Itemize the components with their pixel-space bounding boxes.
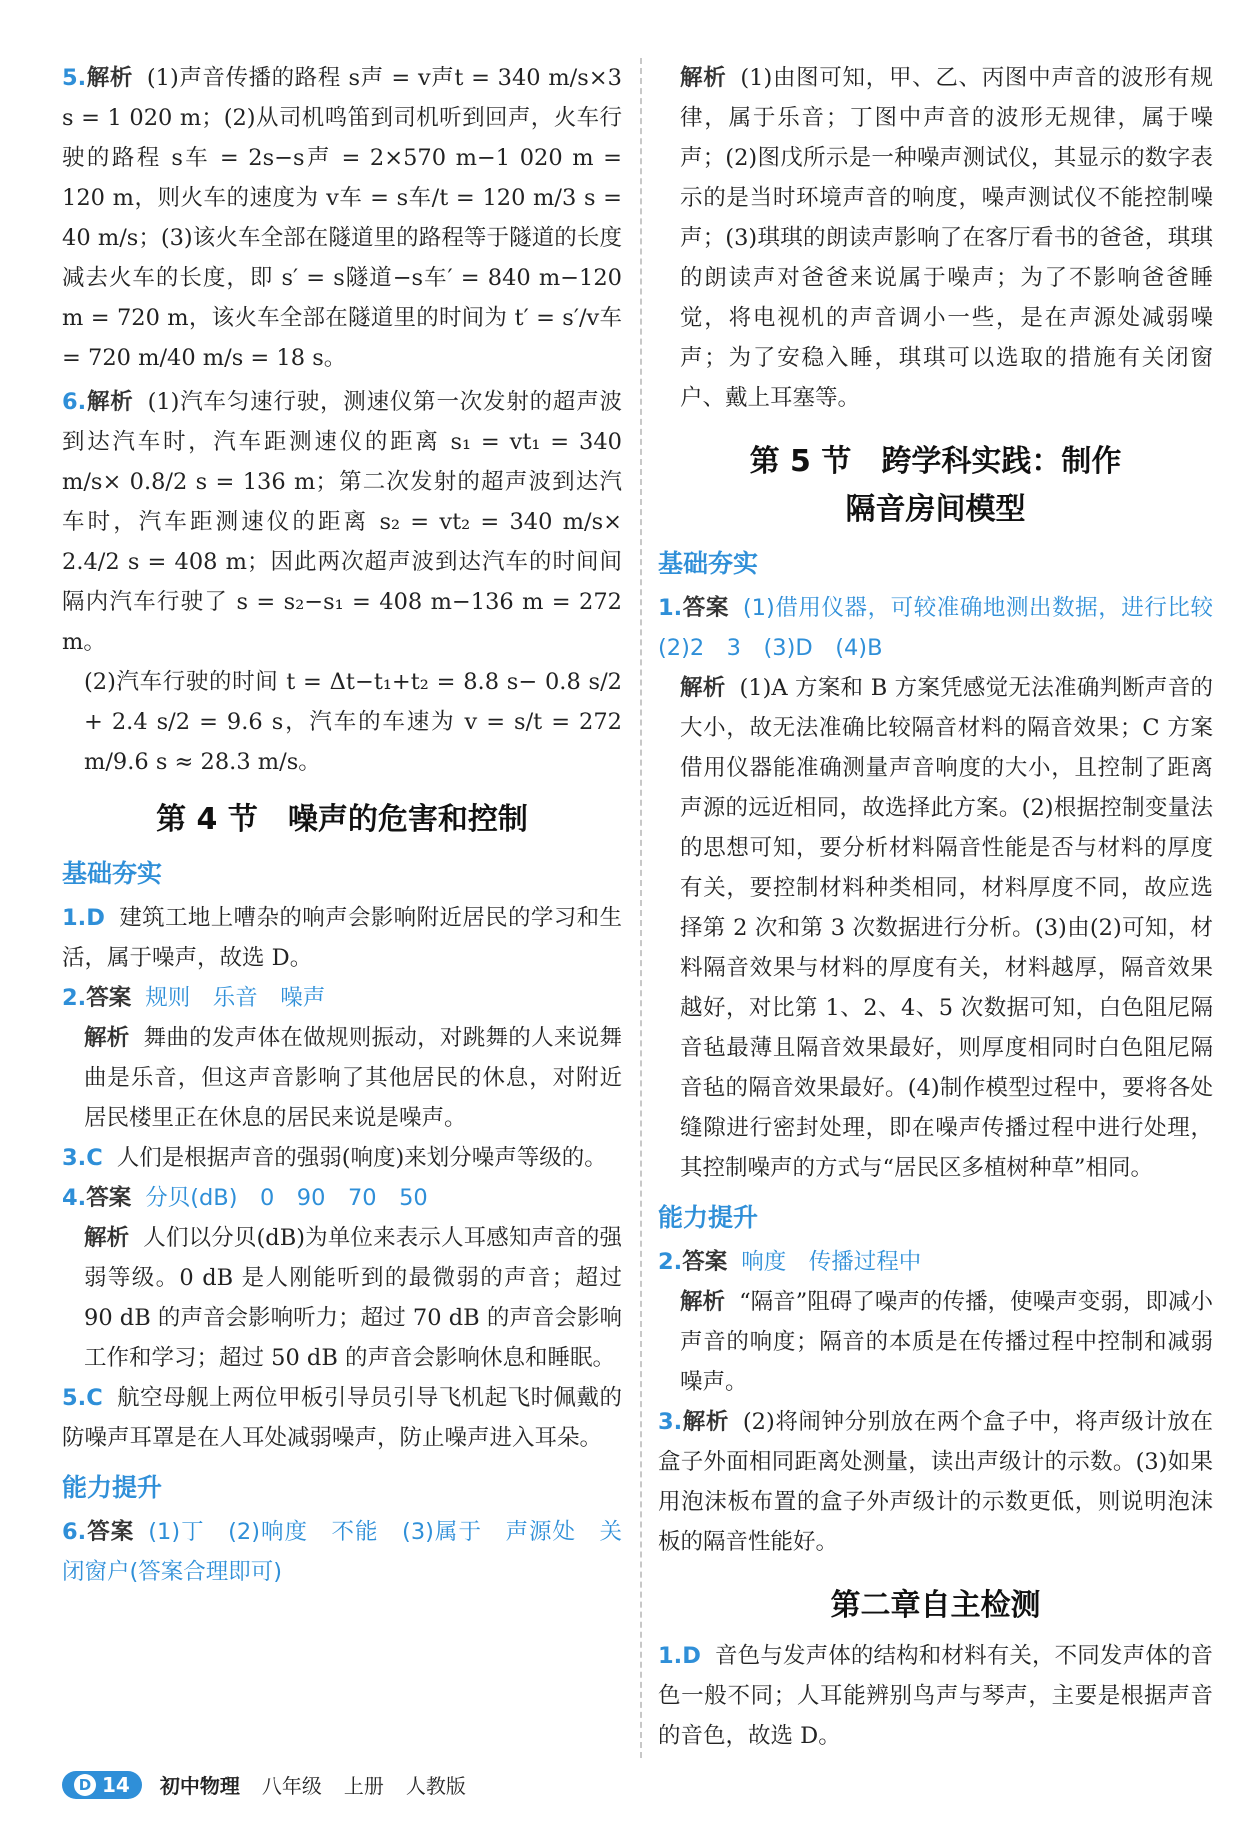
chapter-title: 第二章自主检测 — [830, 1588, 1041, 1623]
answer-explanation: 解析 “隔音”阻碍了噪声的传播，使噪声变弱，即减小声音的响度；隔音的本质是在传播过程中控制和减弱噪声。 — [680, 1289, 1213, 1395]
answer-item: 2.答案 响度 传播过程中 — [658, 1249, 922, 1275]
page-number: 14 — [102, 1772, 130, 1797]
answer-explanation: 解析 人们以分贝(dB)为单位来表示人耳感知声音的强弱等级。0 dB 是人刚能听到的最微弱的声音；超过 90 dB 的声音会影响听力；超过 70 dB 的声音会影响工作和学习；超过 50 dB 的声音会影响休息和睡眠。 — [84, 1225, 622, 1371]
column-divider — [640, 58, 642, 1758]
left-column — [62, 58, 622, 1592]
badge-letter: D — [74, 1774, 96, 1796]
answer-paragraph: (2)汽车行驶的时间 t = Δt−t₁+t₂ = 8.8 s− 0.8 s/2 + 2.4 s/2 = 9.6 s，汽车的车速为 v = s/t = 272 m/9.6 s ≈ 28.3 m/s。 — [84, 669, 622, 775]
section-title-line: 第 5 节 跨学科实践：制作 — [749, 444, 1122, 479]
subsection-title: 基础夯实 — [62, 859, 163, 888]
answer-item: 5.C 航空母舰上两位甲板引导员引导飞机起飞时佩戴的防噪声耳罩是在人耳处减弱噪声，防止噪声进入耳朵。 — [62, 1385, 622, 1451]
section-title — [658, 438, 1213, 534]
footer-subject: 初中物理 — [159, 1774, 240, 1798]
answer-item: 3.C 人们是根据声音的强弱(响度)来划分噪声等级的。 — [62, 1145, 607, 1171]
section-title-line: 隔音房间模型 — [845, 492, 1026, 527]
answer-item: 6.解析 (1)汽车匀速行驶，测速仪第一次发射的超声波到达汽车时，汽车距测速仪的距离 s₁ = vt₁ = 340 m/s× 0.8/2 s = 136 m；第二次发射的超声波到达汽车时，汽车距测速仪的距离 s₂ = vt₂ = 340 m/s× 2.4/2 s = 408 m；因此两次超声波到达汽车的时间间隔内汽车行驶了 s = s₂−s₁ = 408 m−136 m = 272 m。 — [62, 389, 622, 655]
answer-item: 1.D 音色与发声体的结构和材料有关，不同发声体的音色一般不同；人耳能辨别鸟声与琴声，主要是根据声音的音色，故选 D。 — [658, 1643, 1213, 1749]
footer-edition: 人教版 — [405, 1774, 466, 1798]
answer-item: 4.答案 分贝(dB) 0 90 70 50 — [62, 1185, 428, 1211]
footer-volume: 上册 — [343, 1774, 384, 1798]
subsection-title: 能力提升 — [62, 1473, 163, 1502]
section-title: 第 4 节 噪声的危害和控制 — [156, 802, 528, 837]
answer-item: 3.解析 (2)将闹钟分别放在两个盒子中，将声级计放在盒子外面相同距离处测量，读出声级计的示数。(3)如果用泡沫板布置的盒子外声级计的示数更低，则说明泡沫板的隔音性能好。 — [658, 1409, 1213, 1555]
page-number-badge — [62, 1771, 142, 1799]
answer-item: 6.答案 (1)丁 (2)响度 不能 (3)属于 声源处 关闭窗户(答案合理即可) — [62, 1519, 622, 1585]
answer-item: 5.解析 (1)声音传播的路程 s声 = v声t = 340 m/s×3 s = 1 020 m；(2)从司机鸣笛到司机听到回声，火车行驶的路程 s车 = 2s−s声 = 2×570 m−1 020 m = 120 m，则火车的速度为 v车 = s车/t = 120 m/3 s = 40 m/s；(3)该火车全部在隧道里的路程等于隧道的长度减去火车的长度，即 s′ = s隧道−s车′ = 840 m−120 m = 720 m，该火车全部在隧道里的时间为 t′ = s′/v车 = 720 m/40 m/s = 18 s。 — [62, 65, 622, 371]
answer-explanation: 解析 舞曲的发声体在做规则振动，对跳舞的人来说舞曲是乐音，但这声音影响了其他居民的休息，对附近居民楼里正在休息的居民来说是噪声。 — [84, 1025, 622, 1131]
answer-explanation: 解析 (1)A 方案和 B 方案凭感觉无法准确判断声音的大小，故无法准确比较隔音材料的隔音效果；C 方案借用仪器能准确测量声音响度的大小，且控制了距离声源的远近相同，故选择此方案。(2)根据控制变量法的思想可知，要分析材料隔音性能是否与材料的厚度有关，要控制材料种类相同，材料厚度不同，故应选择第 2 次和第 3 次数据进行分析。(3)由(2)可知，材料隔音效果与材料的厚度有关，材料越厚，隔音效果越好，对比第 1、2、4、5 次数据可知，白色阻尼隔音毡最薄且隔音效果最好，则厚度相同时白色阻尼隔音毡的隔音效果最好。(4)制作模型过程中，要将各处缝隙进行密封处理，即在噪声传播过程中进行处理，其控制噪声的方式与“居民区多植树种草”相同。 — [680, 675, 1213, 1181]
answer-item: 1.D 建筑工地上嘈杂的响声会影响附近居民的学习和生活，属于噪声，故选 D。 — [62, 905, 622, 971]
right-column — [658, 58, 1236, 1756]
page-footer — [62, 1770, 488, 1799]
subsection-title: 基础夯实 — [658, 549, 759, 578]
answer-item: 2.答案 规则 乐音 噪声 — [62, 985, 326, 1011]
answer-explanation: 解析 (1)由图可知，甲、乙、丙图中声音的波形有规律，属于乐音；丁图中声音的波形无规律，属于噪声；(2)图戊所示是一种噪声测试仪，其显示的数字表示的是当时环境声音的响度，噪声测试仪不能控制噪声；(3)琪琪的朗读声影响了在客厅看书的爸爸，琪琪的朗读声对爸爸来说属于噪声；为了不影响爸爸睡觉，将电视机的声音调小一些，是在声源处减弱噪声；为了安稳入睡，琪琪可以选取的措施有关闭窗户、戴上耳塞等。 — [680, 65, 1213, 411]
answer-item: 1.答案 (1)借用仪器，可较准确地测出数据，进行比较 (2)2 3 (3)D (4)B — [658, 595, 1236, 661]
subsection-title: 能力提升 — [658, 1203, 759, 1232]
footer-grade: 八年级 — [261, 1774, 322, 1798]
